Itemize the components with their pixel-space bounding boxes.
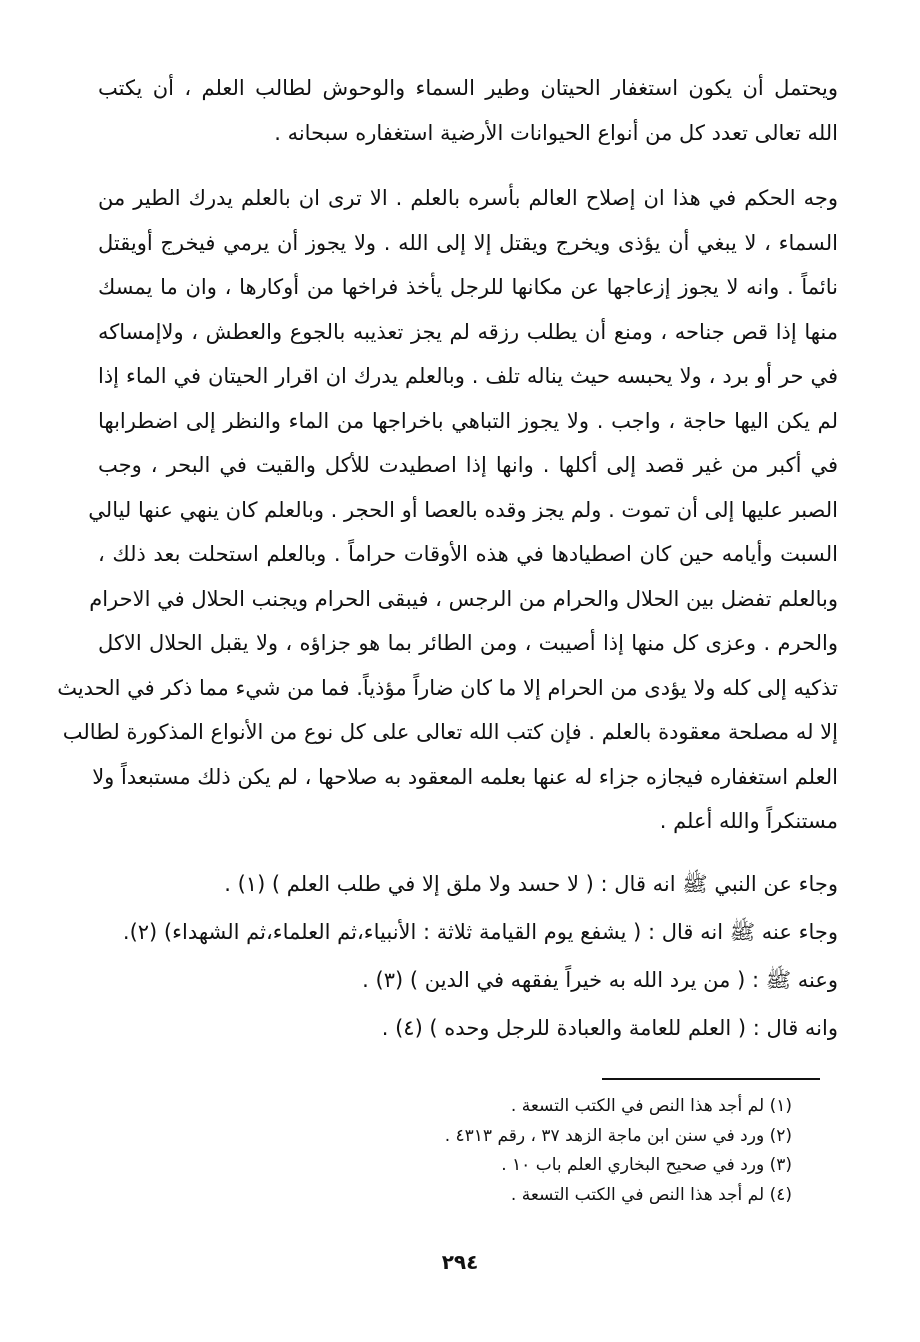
- paragraph-2: [57, 176, 838, 844]
- footnote: (٣) ورد في صحيح البخاري العلم باب ١٠ .: [501, 1155, 792, 1175]
- text-line: في أكبر من غير قصد إلى أكلها . وانها إذا اصطيدت للأكل والقيت في البحر ، وجب: [98, 453, 838, 477]
- text-line: الله تعالى تعدد كل من أنواع الحيوانات الأرضية استغفاره سبحانه .: [274, 120, 838, 145]
- hadith-line: وانه قال : ( العلم للعامة والعبادة للرجل وحده ) (٤) .: [381, 1016, 838, 1040]
- text-line: وجه الحكم في هذا ان إصلاح العالم بأسره بالعلم . الا ترى ان بالعلم يدرك الطير من: [98, 186, 838, 210]
- hadith-list: [98, 860, 838, 1052]
- text-line: الصبر عليها إلى أن تموت . ولم يجز وقده بالعصا أو الحجر . وبالعلم كان ينهي عنها ليالي: [88, 497, 838, 522]
- text-line: نائماً . وانه لا يجوز إزعاجها عن مكانها للرجل يأخذ فراخها من أوكارها ، وان ما يمسك: [98, 275, 838, 299]
- text-line: تذكيه إلى كله ولا يؤدى من الحرام إلا ما كان ضاراً مؤذياً. فما من شيء مما ذكر في الحديث: [57, 675, 838, 700]
- footnote-separator: [602, 1078, 820, 1080]
- text-line: منها إذا قص جناحه ، ومنع أن يطلب رزقه لم يجز تعذيبه بالجوع والعطش ، ولاإمساكه: [98, 319, 838, 344]
- text-line: في حر أو برد ، ولا يحبسه حيث يناله تلف . وبالعلم يدرك ان اقرار الحيتان في الماء إذا: [98, 364, 838, 388]
- text-line: العلم استغفاره فيجازه جزاء له عنها بعلمه المعقود به صلاحها ، لم يكن ذلك مستبعداً ولا: [92, 764, 838, 789]
- text-line: السماء ، لا يبغي أن يؤذى ويخرج ويقتل إلا إلى الله . ولا يجوز أن يرمي فيخرج أويقتل: [98, 230, 838, 255]
- text-line: السبت وأيامه حين كان اصطيادها في هذه الأوقات حراماً . وبالعلم استحلت بعد ذلك ،: [98, 542, 838, 566]
- footnote: (٢) ورد في سنن ابن ماجة الزهد ٣٧ ، رقم ٤٣١٣ .: [444, 1125, 792, 1146]
- hadith-line: وجاء عنه ﷺ انه قال : ( يشفع يوم القيامة ثلاثة : الأنبياء،ثم العلماء،ثم الشهداء) (٢).: [122, 920, 838, 944]
- text-line: لم يكن اليها حاجة ، واجب . ولا يجوز التباهي باخراجها من الماء والنظر إلى اضطرابها: [98, 408, 838, 433]
- text-line: وبالعلم تفضل بين الحلال والحرام من الرجس ، فيبقى الحرام ويجنب الحلال في الاحرام: [89, 586, 838, 611]
- footnote: (٤) لم أجد هذا النص في الكتب التسعة .: [510, 1184, 792, 1205]
- text-line: إلا له مصلحة معقودة بالعلم . فإن كتب الله تعالى على كل نوع من الأنواع المذكورة لطالب: [62, 720, 838, 744]
- text-line: مستنكراً والله أعلم .: [659, 809, 838, 833]
- hadith-line: وعنه ﷺ : ( من يرد الله به خيراً يفقهه في الدين ) (٣) .: [362, 968, 838, 992]
- page-number: ٢٩٤: [441, 1250, 479, 1274]
- footnotes: [132, 1092, 792, 1210]
- hadith-line: وجاء عن النبي ﷺ انه قال : ( لا حسد ولا ملق إلا في طلب العلم ) (١) .: [224, 872, 838, 896]
- paragraph-1: [98, 66, 838, 155]
- footnote: (١) لم أجد هذا النص في الكتب التسعة .: [510, 1096, 792, 1116]
- text-line: ويحتمل أن يكون استغفار الحيتان وطير السماء والوحوش لطالب العلم ، أن يكتب: [98, 76, 838, 100]
- text-line: والحرم . وعزى كل منها إذا أصيبت ، ومن الطائر بما هو جزاؤه ، ولا يقبل الحلال الاكل: [98, 631, 838, 655]
